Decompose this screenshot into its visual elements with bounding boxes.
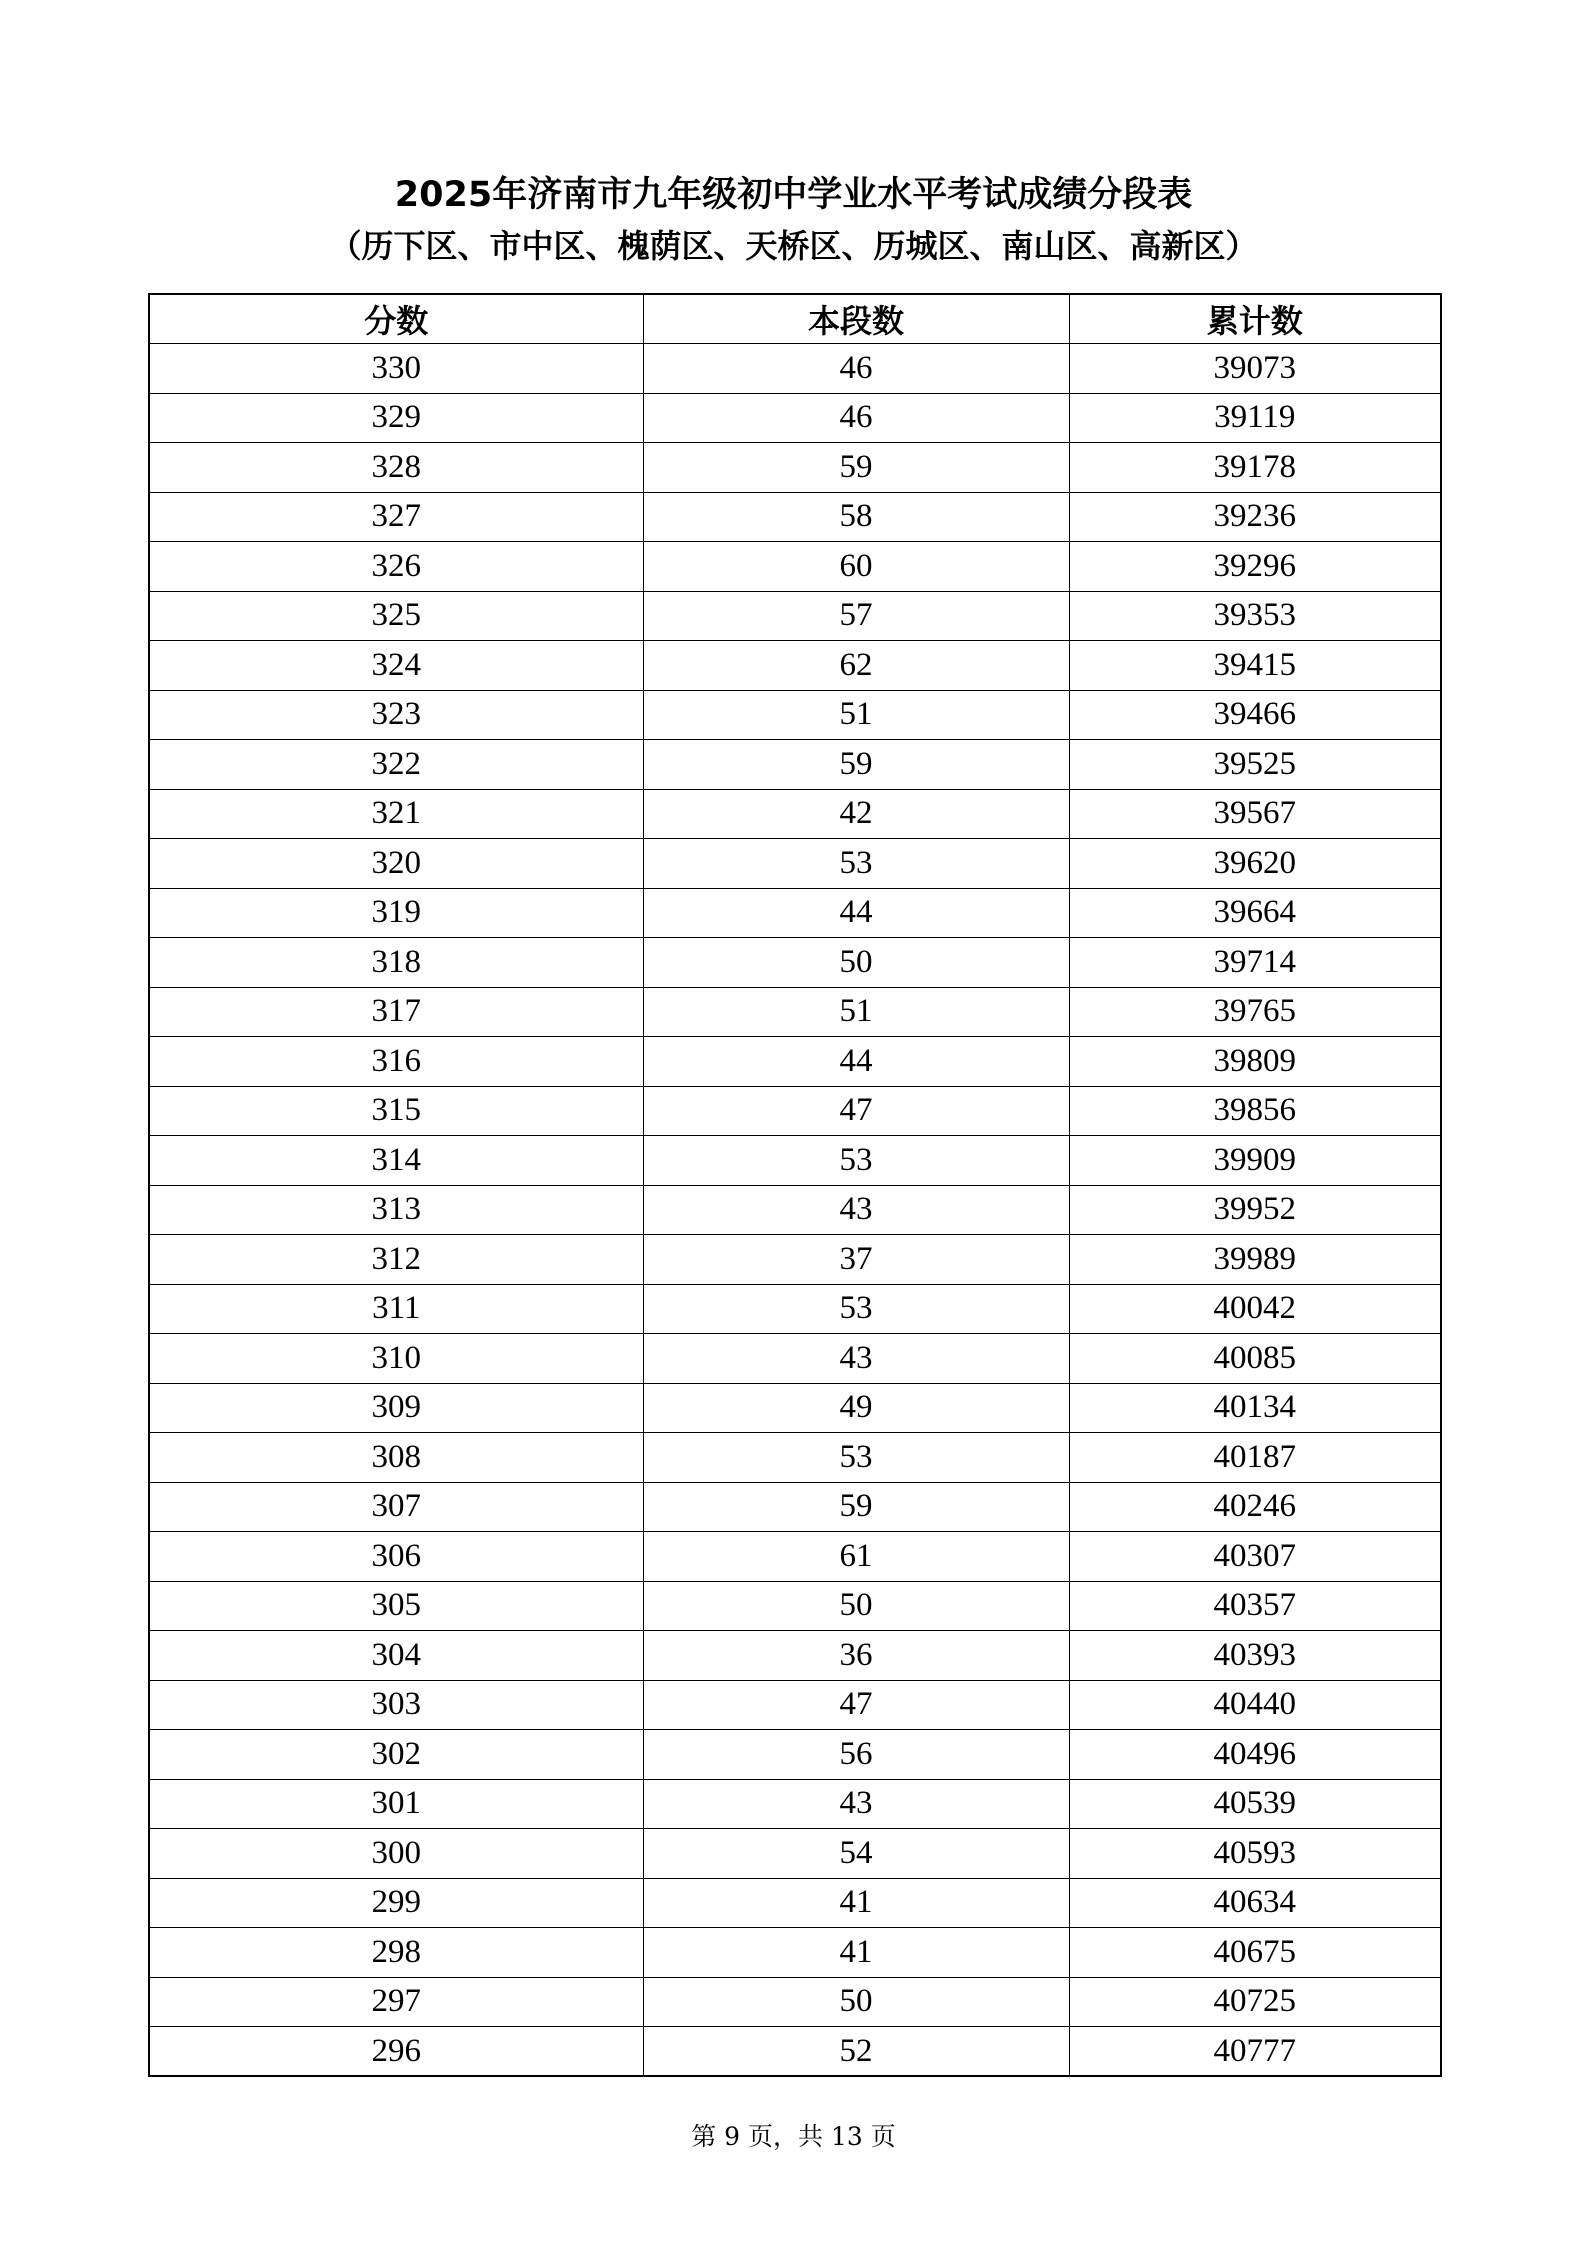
cell-segment-count: 50 — [643, 938, 1069, 988]
cell-score: 296 — [149, 2027, 643, 2077]
cell-score: 323 — [149, 690, 643, 740]
cell-cumulative-count: 39989 — [1069, 1235, 1441, 1285]
cell-score: 315 — [149, 1086, 643, 1136]
cell-segment-count: 42 — [643, 789, 1069, 839]
cell-segment-count: 59 — [643, 443, 1069, 493]
cell-score: 317 — [149, 987, 643, 1037]
table-row — [149, 1928, 1441, 1978]
cell-score: 328 — [149, 443, 643, 493]
cell-cumulative-count: 39353 — [1069, 591, 1441, 641]
cell-cumulative-count: 39236 — [1069, 492, 1441, 542]
cell-score: 318 — [149, 938, 643, 988]
cell-segment-count: 44 — [643, 1037, 1069, 1087]
cell-segment-count: 36 — [643, 1631, 1069, 1681]
cell-score: 330 — [149, 344, 643, 394]
cell-segment-count: 47 — [643, 1680, 1069, 1730]
cell-cumulative-count: 39952 — [1069, 1185, 1441, 1235]
table-row — [149, 839, 1441, 889]
cell-cumulative-count: 40187 — [1069, 1433, 1441, 1483]
cell-segment-count: 54 — [643, 1829, 1069, 1879]
cell-cumulative-count: 39525 — [1069, 740, 1441, 790]
cell-score: 307 — [149, 1482, 643, 1532]
cell-score: 304 — [149, 1631, 643, 1681]
cell-score: 325 — [149, 591, 643, 641]
cell-score: 300 — [149, 1829, 643, 1879]
cell-cumulative-count: 39809 — [1069, 1037, 1441, 1087]
cell-cumulative-count: 39178 — [1069, 443, 1441, 493]
table-row — [149, 542, 1441, 592]
cell-segment-count: 57 — [643, 591, 1069, 641]
cell-score: 299 — [149, 1878, 643, 1928]
table-row — [149, 1086, 1441, 1136]
cell-segment-count: 46 — [643, 344, 1069, 394]
cell-cumulative-count: 40539 — [1069, 1779, 1441, 1829]
header-score: 分数 — [149, 294, 643, 344]
table-row — [149, 1581, 1441, 1631]
cell-segment-count: 61 — [643, 1532, 1069, 1582]
cell-segment-count: 44 — [643, 888, 1069, 938]
header-segment-count: 本段数 — [643, 294, 1069, 344]
score-distribution-table — [148, 293, 1442, 2077]
cell-segment-count: 41 — [643, 1878, 1069, 1928]
table-row — [149, 740, 1441, 790]
cell-score: 309 — [149, 1383, 643, 1433]
table-row — [149, 1532, 1441, 1582]
cell-cumulative-count: 40440 — [1069, 1680, 1441, 1730]
cell-segment-count: 47 — [643, 1086, 1069, 1136]
table-row — [149, 1235, 1441, 1285]
table-body — [149, 344, 1441, 2077]
cell-score: 311 — [149, 1284, 643, 1334]
cell-score: 327 — [149, 492, 643, 542]
table-row — [149, 1284, 1441, 1334]
table-row — [149, 1334, 1441, 1384]
table-row — [149, 1730, 1441, 1780]
table-row — [149, 690, 1441, 740]
cell-score: 316 — [149, 1037, 643, 1087]
cell-score: 305 — [149, 1581, 643, 1631]
cell-score: 298 — [149, 1928, 643, 1978]
cell-segment-count: 51 — [643, 987, 1069, 1037]
table-row — [149, 591, 1441, 641]
cell-segment-count: 59 — [643, 1482, 1069, 1532]
cell-segment-count: 43 — [643, 1185, 1069, 1235]
cell-cumulative-count: 40085 — [1069, 1334, 1441, 1384]
cell-segment-count: 50 — [643, 1977, 1069, 2027]
cell-cumulative-count: 40307 — [1069, 1532, 1441, 1582]
cell-segment-count: 62 — [643, 641, 1069, 691]
header-cumulative-count: 累计数 — [1069, 294, 1441, 344]
table-row — [149, 443, 1441, 493]
table-row — [149, 1383, 1441, 1433]
table-row — [149, 1136, 1441, 1186]
cell-score: 313 — [149, 1185, 643, 1235]
table-row — [149, 393, 1441, 443]
table-header-row — [149, 294, 1441, 344]
cell-cumulative-count: 39664 — [1069, 888, 1441, 938]
cell-cumulative-count: 39909 — [1069, 1136, 1441, 1186]
cell-segment-count: 43 — [643, 1779, 1069, 1829]
cell-score: 308 — [149, 1433, 643, 1483]
cell-score: 326 — [149, 542, 643, 592]
cell-cumulative-count: 40593 — [1069, 1829, 1441, 1879]
cell-segment-count: 53 — [643, 1284, 1069, 1334]
table-row — [149, 492, 1441, 542]
cell-cumulative-count: 39296 — [1069, 542, 1441, 592]
cell-score: 321 — [149, 789, 643, 839]
table-row — [149, 1631, 1441, 1681]
document-subtitle: （历下区、市中区、槐荫区、天桥区、历城区、南山区、高新区） — [329, 227, 1258, 265]
cell-score: 329 — [149, 393, 643, 443]
cell-segment-count: 41 — [643, 1928, 1069, 1978]
cell-segment-count: 58 — [643, 492, 1069, 542]
cell-cumulative-count: 39567 — [1069, 789, 1441, 839]
cell-segment-count: 52 — [643, 2027, 1069, 2077]
cell-cumulative-count: 39856 — [1069, 1086, 1441, 1136]
cell-segment-count: 49 — [643, 1383, 1069, 1433]
table-row — [149, 938, 1441, 988]
cell-segment-count: 56 — [643, 1730, 1069, 1780]
document-title: 2025年济南市九年级初中学业水平考试成绩分段表 — [394, 175, 1193, 215]
cell-score: 324 — [149, 641, 643, 691]
cell-cumulative-count: 39415 — [1069, 641, 1441, 691]
cell-segment-count: 50 — [643, 1581, 1069, 1631]
table-row — [149, 1433, 1441, 1483]
cell-segment-count: 59 — [643, 740, 1069, 790]
cell-score: 302 — [149, 1730, 643, 1780]
cell-score: 312 — [149, 1235, 643, 1285]
cell-cumulative-count: 39119 — [1069, 393, 1441, 443]
cell-cumulative-count: 39765 — [1069, 987, 1441, 1037]
table-row — [149, 987, 1441, 1037]
cell-cumulative-count: 39466 — [1069, 690, 1441, 740]
cell-cumulative-count: 40357 — [1069, 1581, 1441, 1631]
cell-score: 301 — [149, 1779, 643, 1829]
cell-segment-count: 53 — [643, 1136, 1069, 1186]
cell-cumulative-count: 40042 — [1069, 1284, 1441, 1334]
table-row — [149, 344, 1441, 394]
cell-segment-count: 51 — [643, 690, 1069, 740]
cell-cumulative-count: 39073 — [1069, 344, 1441, 394]
table-row — [149, 1977, 1441, 2027]
cell-score: 319 — [149, 888, 643, 938]
cell-score: 310 — [149, 1334, 643, 1384]
cell-segment-count: 53 — [643, 839, 1069, 889]
table-row — [149, 1878, 1441, 1928]
cell-cumulative-count: 40134 — [1069, 1383, 1441, 1433]
table-row — [149, 1037, 1441, 1087]
cell-segment-count: 53 — [643, 1433, 1069, 1483]
cell-score: 303 — [149, 1680, 643, 1730]
cell-cumulative-count: 39620 — [1069, 839, 1441, 889]
table-row — [149, 2027, 1441, 2077]
cell-score: 314 — [149, 1136, 643, 1186]
cell-cumulative-count: 40246 — [1069, 1482, 1441, 1532]
cell-score: 322 — [149, 740, 643, 790]
table-row — [149, 1482, 1441, 1532]
cell-cumulative-count: 40675 — [1069, 1928, 1441, 1978]
cell-segment-count: 60 — [643, 542, 1069, 592]
cell-cumulative-count: 40777 — [1069, 2027, 1441, 2077]
cell-segment-count: 46 — [643, 393, 1069, 443]
table-row — [149, 888, 1441, 938]
cell-score: 297 — [149, 1977, 643, 2027]
table-row — [149, 1680, 1441, 1730]
table-row — [149, 789, 1441, 839]
table-row — [149, 1829, 1441, 1879]
cell-cumulative-count: 40725 — [1069, 1977, 1441, 2027]
cell-segment-count: 43 — [643, 1334, 1069, 1384]
cell-score: 306 — [149, 1532, 643, 1582]
cell-score: 320 — [149, 839, 643, 889]
table-row — [149, 1185, 1441, 1235]
cell-cumulative-count: 40496 — [1069, 1730, 1441, 1780]
cell-cumulative-count: 40634 — [1069, 1878, 1441, 1928]
table-row — [149, 641, 1441, 691]
cell-segment-count: 37 — [643, 1235, 1069, 1285]
cell-cumulative-count: 39714 — [1069, 938, 1441, 988]
table-row — [149, 1779, 1441, 1829]
cell-cumulative-count: 40393 — [1069, 1631, 1441, 1681]
page-footer: 第 9 页，共 13 页 — [691, 2122, 896, 2151]
